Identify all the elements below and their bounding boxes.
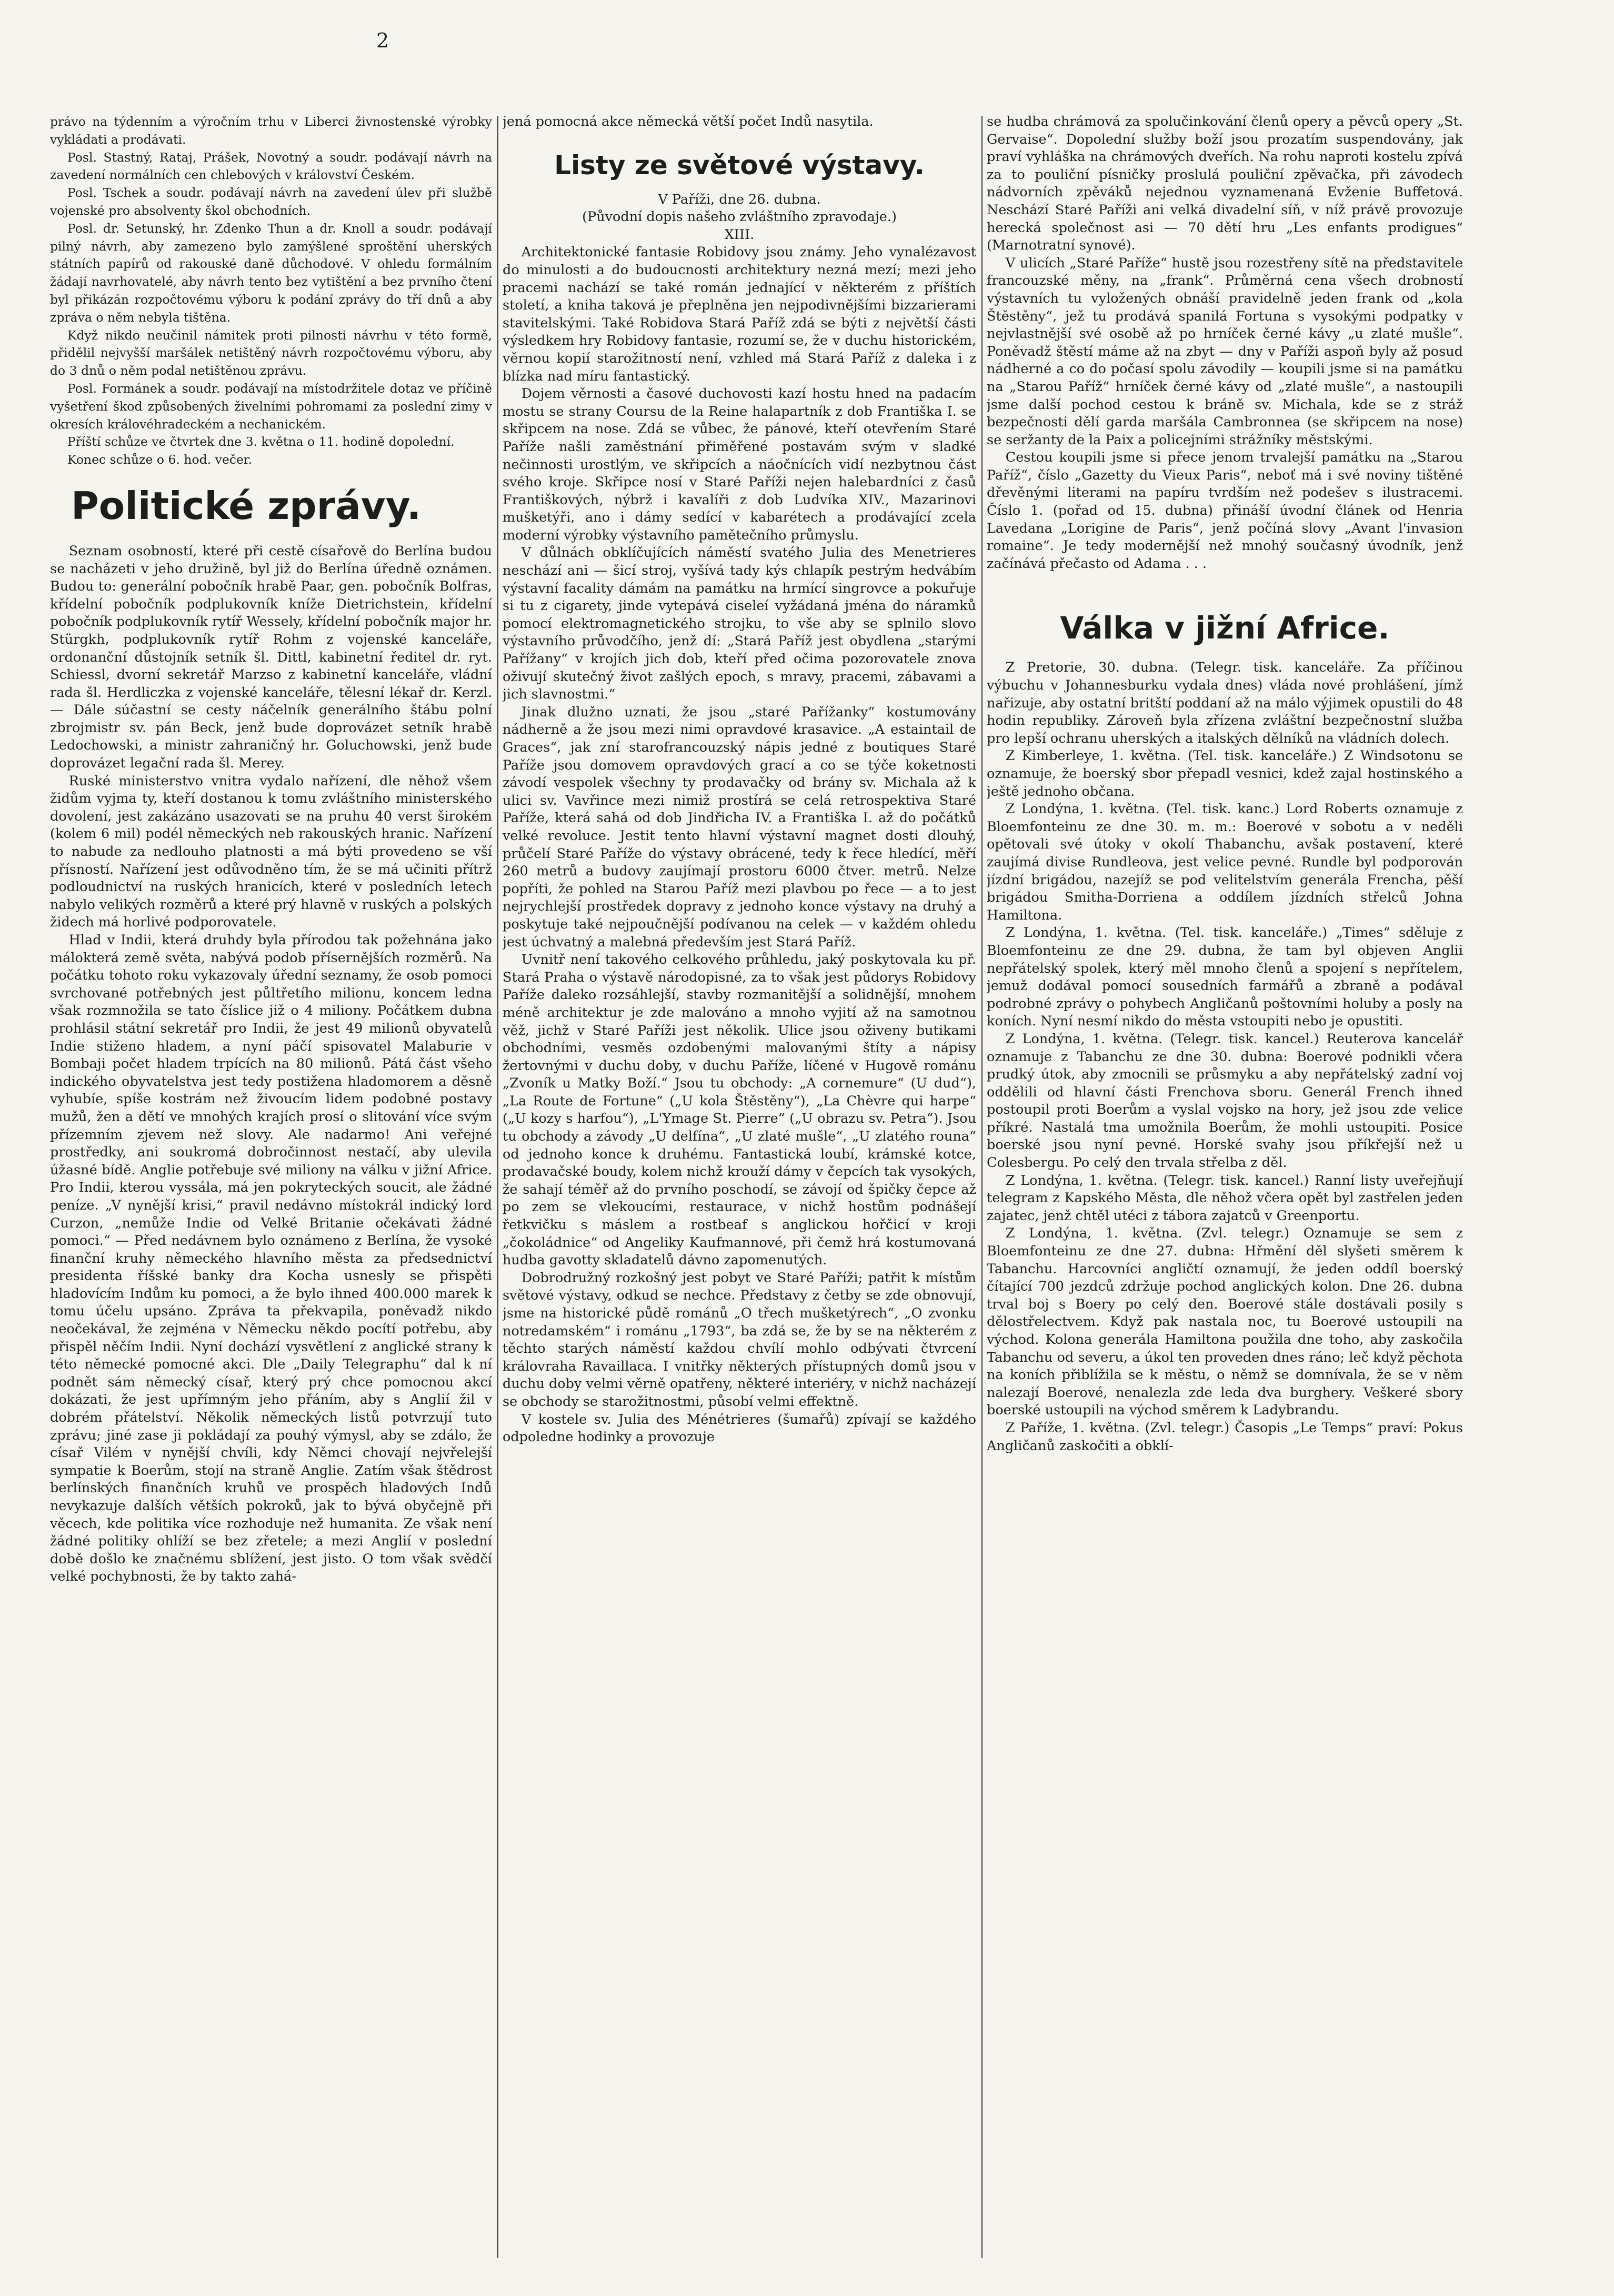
section-heading-war: Válka v jižní Africe. — [1060, 610, 1390, 646]
paragraph: Z Paříže, 1. května. (Zvl. telegr.) Časopis „Le Temps“ praví: Pokus Angličanů zaskočiti a obklí- — [987, 1420, 1463, 1454]
paragraph: V ulicích „Staré Paříže“ hustě jsou rozestřeny sítě na představitele francouzské měny, na „frank“. Průměrná cena všech drobností výstavních tu vyložených obnáší pravidelně jeden frank od „kola Štěstěny“, jež tu prodává spanilá Fortuna s vysokými podpatky v nejvlastnější své osobě až po hrníček černé kávy „u zlaté mušle“. Poněvadž štěstí máme až na zbyt — dny v Paříži aspoň byly až posud nádherné a co do počasí spolu závodily — koupili jsme si na památku na „Starou Paříž“ hrníček černé kávy od „zlaté mušle“, a nastoupili jsme další pochod cestou k bráně sv. Michala, kde se z stráž bezpečnosti dělí garda maršála Cambronnea (se skřipcem na nose) se seržanty de la Paix a policejními strážníky městskými. — [987, 255, 1463, 448]
origin-note: (Původní dopis našeho zvláštního zpravodaje.) — [582, 209, 897, 225]
paragraph: Z Pretorie, 30. dubna. (Telegr. tisk. kanceláře. Za příčinou výbuchu v Johannesburku vydala dnes) vláda nové prohlášení, jímž nařizuje, aby ostatní britští poddaní až na málo výjimek opustili do 48 hodin republiky. Zároveň byla zřízena zvláštní bezpečnostní služba pro lepší ochranu uherských a italských dělníků na vládních dolech. — [987, 660, 1463, 746]
dateline: V Paříži, dne 26. dubna. — [658, 191, 821, 207]
paragraph: Když nikdo neučinil námitek proti pilnosti návrhu v této formě, přidělil nejvyšší maršálek netištěný návrh rozpočtovému výboru, aby do 3 dnů o něm podal netištěnou zprávu. — [50, 327, 492, 378]
paragraph: Z Londýna, 1. května. (Tel. tisk. kanc.) Lord Roberts oznamuje z Bloemfonteinu ze dne 30. m. m.: Boerové v sobotu a v neděli opětovali své útoky v okolí Thabanchu, avšak postavení, které zaujímá divise Rundleova, jest velice pevné. Rundle byl podporován jízdní brigádou, nazejíž se pod velitelstvím generála Frencha, pěší brigádou Smitha-Dorriena a oddílem jízdních střelců Johna Hamiltona. — [987, 801, 1463, 923]
paragraph: V kostele sv. Julia des Ménétrieres (šumařů) zpívají se každého odpoledne hodinky a provozuje — [503, 1411, 976, 1445]
paragraph: Dojem věrnosti a časové duchovosti kazí hostu hned na padacím mostu se strany Coursu de la Reine halapartník z dob Františka I. se skřipcem na nose. Zdá se vůbec, že pánové, kteří otevřením Staré Paříže našli zaměstnání přiměřené postavám svým v sladké nečinnosti urostlým, ve skřipcích a náočnících vidí nezbytnou část svého kroje. Skřipce nosí v Staré Paříži nejen halebardníci z časů Františkových, nýbrž i kavalíři z dob Ludvíka XIV., Mazarinovi mušketýři, ano i dámy sedící v kabarétech a prodávající zcela moderní výrobky výstavního pamětečního průmyslu. — [503, 386, 976, 543]
section-heading-exhibition: Listy ze světové výstavy. — [554, 149, 925, 181]
paragraph: Posl. Formánek a soudr. podávají na místodržitele dotaz ve příčině vyšetření škod způsobených živelními pohromami za poslední zimy v okresích královéhradeckém a nechanickém. — [50, 381, 492, 432]
top-page-mark: 2 — [376, 29, 389, 52]
paragraph: Architektonické fantasie Robidovy jsou známy. Jeho vynalézavost do minulosti a do budoucnosti architektury nezná mezí; mezi jeho pracemi nachází se také román jednající v některém z příštích století, a kniha taková je přeplněna jen nejpodivnějšími bizzarierami stavitelskými. Také Robidova Stará Paříž zdá se býti z největší části výsledkem hry Robidovy fantasie, rozumí se, že v duchu historickém, věrnou kopií starožitností není, vzhled má Stará Paříž z daleka i z blízka nad míru fantastický. — [503, 244, 976, 384]
paragraph: Jinak dlužno uznati, že jsou „staré Pařížanky“ kostumovány nádherně a že jsou mezi nimi opravdové krasavice. „A estaintail de Graces“, jak zní starofrancouzský nápis jedné z boutiques Staré Paříže jsou domovem opravdových grací a co se týče koketnosti závodí vespolek všechny ty prodavačky od brány sv. Michala až k ulici sv. Vavřince mezi nimiž prostírá se celá retrospektiva Staré Paříže, která sahá od dob Jindřicha IV. a Františka I. až do počátků velké revoluce. Jestit tento hlavní výstavní magnet dosti dlouhý, průčelí Staré Paříže do výstavy obrácené, tedy k řece hledící, měří 260 metrů a budovy zaujímají prostoru 6000 čtver. metrů. Nelze popříti, že pohled na Starou Paříž mezi plavbou po řece — a to jest nejrychlejší prostředek dopravy z jednoho konce výstavy na druhý a poskytuje také nejpoučnější podívanou na celek — v každém ohledu jest úchvatný a malebná především jest Stará Paříž. — [503, 704, 976, 950]
paragraph: Hlad v Indii, která druhdy byla přírodou tak požehnána jako málokterá země světa, nabývá podob přísernějších rozměrů. Na počátku tohoto roku vykazovaly úřední seznamy, že osob pomoci svrchované potřebných jest půltřetího milionu, koncem ledna však rozmnožila se tato číslice již o 4 miliony. Počátkem dubna prohlásil státní sekretář pro Indii, že jest 49 milionů obyvatelů Indie stiženo hladem, a nyní páčí spisovatel Malaburie v Bombaji počet hladem trpících na 80 milionů. Pátá část všeho indického obyvatelstva jest tedy postižena hladomorem a děsně vyhubíe, spíše kostrám než živoucím lidem podobné postavy mužů, žen a dětí ve mnohých krajích prosí o slitování více svým přízemním zjevem než slovy. Ale nadarmo! Ani veřejné prostředky, ani soukromá dobročinnost nestačí, aby ulevila úžasné bídě. Anglie potřebuje své miliony na válku v jižní Africe. Pro Indii, kterou vyssála, má jen pokryteckých soucit, ale žádné peníze. „V nynější krisi,“ pravil nedávno místokrál indický lord Curzon, „nemůže Indie od Velké Britanie očekávati žádné pomoci.“ — Před nedávnem bylo oznámeno z Berlína, že vysoké finanční kruhy německého hlavního města za předsednictví presidenta říšské banky dra Kocha usnesly se přispěti hladovícím Indům ku pomoci, a že bylo ihned 400.000 marek k tomu účelu upsáno. Zpráva ta překvapila, poněvadž nikdo neočekával, že zejména v Německu někdo pocítí potřebu, aby přispěl něčím Indii. Nyní dochází vysvětlení z anglické strany k této německé pomocné akci. Dle „Daily Telegraphu“ dal k ní podnět sám německý císař, který prý chce pomocnou akcí dokázati, že jest upřímným jeho přáním, aby s Anglií žil v dobrém přátelství. Několik německých listů potvrzují tuto zprávu; jiné zase ji pokládají za pouhý výmysl, aby se zdálo, že císař Vilém v nynější chvíli, kdy Němci chovají nejvřelejší sympatie k Boerům, stojí na straně Anglie. Zatím však štědrost berlínských finančních kruhů ve prospěch hladových Indů nevykazuje dalších větších pokroků, jak to bývá obyčejně při věcech, kde politika více rozhoduje než humanita. Ze však není žádné politiky ohlíží se bez zřetele; a mezi Anglií v poslední době došlo ke značnému sblížení, jest jisto. O tom však svědčí velké pochybnosti, že by takto zahá- — [50, 932, 492, 1585]
paragraph: Dobrodružný rozkošný jest pobyt ve Staré Paříži; patřit k místům světové výstavy, odkud se nechce. Představy z četby se zde obnovují, jsme na historické půdě románů „O třech mušketýrech“, „O zvonku notredamském“ i románu „1793“, ba zdá se, že by se na některém z těchto starých náměstí každou chvílí mohlo odbývati čtvrcení královraha Ravaillaca. I vnitřky některých přístupných domů jsou v duchu doby velmi věrně opatřeny, některé interiéry, v nichž nacházejí se obchody se starožitnostmi, působí velmi effektně. — [503, 1270, 976, 1410]
paragraph: V důlnách obklíčujících náměstí svatého Julia des Menetrieres neschází ani — šicí stroj, vyšívá tady kýs chlapík pestrým hedvábím výstavní facality dámám na památku na hrmící singrovce a pokuřuje si tu z cigarety, jinde vytepává ciseleí vyžádaná jména do náramků pomocí elektromagnetického strojku, to vše aby se splnilo slovo výstavního průvodčího, jenž dí: „Stará Paříž jest obydlena „starými Pařížany“ v krojích jich dob, kteří před očima pozorovatele znova oživují skutečný život zašlých epoch, s mravy, pracemi, zábavami a jich slavnostmi.“ — [503, 545, 976, 703]
column-rule-left — [497, 116, 498, 2258]
article-number: XIII. — [724, 226, 755, 243]
paragraph: Posl. Stastný, Rataj, Prášek, Novotný a soudr. podávají návrh na zavedení normálních cen chlebových v království Českém. — [50, 149, 492, 183]
paragraph: Posl. Tschek a soudr. podávají návrh na zavedení úlev při službě vojenské pro absolventy škol obchodních. — [50, 185, 492, 218]
paragraph: se hudba chrámová za spolučinkování členů opery a pěvců opery „St. Gervaise“. Dopolední služby boží jsou prozatím suspendovány, jak praví vyhláška na chrámových dveřích. Na rohu naproti kostelu zpívá za to pouliční písničky proslulá pouliční zpěvačka, při závodech nádvorních zpěváků nejednou vyznamenaná Evženie Buffetová. Neschází Staré Paříži ani velká divadelní síň, v níž právě provozuje herecká společnost asi — 70 dětí hru „Les enfants prodigues“ (Marnotratní synové). — [987, 114, 1463, 254]
paragraph: Z Kimberleye, 1. května. (Tel. tisk. kanceláře.) Z Windsotonu se oznamuje, že boerský sbor přepadl vesnici, kdež zajal hostinského a ještě jednoho občana. — [987, 748, 1463, 800]
parliament-report — [50, 113, 492, 469]
paragraph: Z Londýna, 1. května. (Tel. tisk. kanceláře.) „Times“ sděluje z Bloemfonteinu ze dne 29. dubna, že tam byl objeven Anglii nepřátelský spolek, který měl mnoho členů a spojení s nepřítelem, jemuž dodával pomocí sousedních farmářů a zbraně a podával podrobné zprávy o pohybech Angličanů poštovními holuby a posly na koních. Nyní nesmí nikdo do města vstoupiti nebo je opustiti. — [987, 925, 1463, 1030]
column-rule-right — [981, 116, 983, 2258]
section-heading-politics: Politické zprávy. — [71, 483, 422, 528]
paragraph: Seznam osobností, které při cestě císařově do Berlína budou se nacházeti v jeho družině, byl již do Berlína úředně oznámen. Budou to: generální pobočník hrabě Paar, gen. pobočník Bolfras, křídelní pobočník podplukovník kníže Dietrichstein, křídelní pobočník podplukovník rytíř Wessely, křídelní pobočník major hr. Stürgkh, podplukovník rytíř Rohm z vojenské kanceláře, ordonanční důstojník setník šl. Dittl, kabinetní ředitel dr. ryt. Schiessl, dvorní sekretář Marzso z kabinetní kanceláře, vládní rada šl. Herdliczka z vojenské kanceláře, tělesní lékař dr. Kerzl. — Dále súčastní se cesty náčelník generálního štábu polní zbrojmistr sv. pán Beck, jenž bude doprovázet setník hrabě Ledochowski, a ministr zahraničný hr. Goluchowski, jenž bude doprovázet legační rada šl. Merey. — [50, 543, 492, 772]
column-right — [987, 113, 1463, 2279]
paragraph: Z Londýna, 1. května. (Telegr. tisk. kancel.) Ranní listy uveřejňují telegram z Kapského Města, dle něhož včera opět byl zastřelen jeden zajatec, jenž chtěl utéci z tábora zajatců v Greenportu. — [987, 1172, 1463, 1224]
paragraph: Uvnitř není takového celkového průhledu, jaký poskytovala ku př. Stará Praha o výstavě národopisné, za to však jest půdorys Robidovy Paříže daleko rozsáhlejší, stavby rozmanitější a solidnější, mnohem méně architektur je zde malováno a mnoho vyjití až na samotnou věž, jichž v Staré Paříži jest několik. Ulice jsou oživeny butikami obchodními, vesměs ozdobenými malovanými štíty a nápisy žertovnými v duchu doby, v duchu Paříže, líčené v Hugově románu „Zvoník u Matky Boží.“ Jsou tu obchody: „A cornemure“ (U dud“), „La Route de Fortune“ („U kola Štěstěny“), „La Chèvre qui harpe“ („U kozy s harfou“), „L'Ymage St. Pierre“ („U obrazu sv. Petra“). Jsou tu obchody a závody „U delfína“, „U zlaté mušle“, „U zlatého rouna“ od jednoho konce k druhému. Fantastická loubí, krámské kotce, prodavačské boudy, kolem nichž krouží dámy v čepcích tak vysokých, že sahají téměř až do prvního poschodí, se závojí od špičky čepce až po zem se vlekoucími, restaurace, v nichž hostům podnášejí řetkvičku s máslem a rostbeaf s anglickou hořčicí v kroji „čokoládnice“ od Angeliky Kaufmannové, při čemž hrá kostumovaná hudba gavotty skladatelů dávno zapomenutých. — [503, 952, 976, 1269]
paragraph: Posl. dr. Setunský, hr. Zdenko Thun a dr. Knoll a soudr. podávají pilný návrh, aby zamezeno bylo zamýšlené sproštění uherských státních papírů od rakouské daně důchodové. V ohledu formálním žádají navrhovatelé, aby návrh tento bez vytištění a bez prvního čtení byl přikázán rozpočtovému výboru k podání zprávy do tří dnů a aby zpráva o něm nebyla tištěna. — [50, 221, 492, 325]
paragraph: Z Londýna, 1. května. (Zvl. telegr.) Oznamuje se sem z Bloemfonteinu ze dne 27. dubna: Hřmění děl slyšeti směrem k Tabanchu. Harcovníci angličtí oznamují, že jeden oddíl boerský čítající 700 jezdců zdržuje pochod anglických kolon. Dne 26. dubna trval boj s Boery po celý den. Boerové stále dostávali posily s dělostřelectvem. Když pak nastala noc, tu Boerové ustoupili na východ. Kolona generála Hamiltona použila dne toho, aby zaskočila Tabanchu od severu, a úkol ten proveden dnes ráno; leč když pěchota na koních přiblížila se k městu, o němž se domnívala, že se v něm nalezají Boerové, nenalezla zde leda dva burghery. Veškeré sbory boerské ustoupili na východ směrem k Ladybrandu. — [987, 1225, 1463, 1419]
paragraph: Konec schůze o 6. hod. večer. — [67, 452, 253, 467]
paragraph: Ruské ministerstvo vnitra vydalo nařízení, dle něhož všem židům vyjma ty, kteří dostanou k tomu zvláštního ministerského dovolení, jest zakázáno usazovati se na pruhu 40 verst širokém (kolem 6 mil) podél německých neb rakouských hranic. Nařízení to nabude za nedlouho platnosti a má býti provedeno se vší přísností. Nařízení jest odůvodněno tím, že se má učiniti přítrž podloudnictví na ruských hranicích, které v posledních letech nabylo velikých rozměrů a které prý hlavně v ruských a polských židech má horlivé podporovatele. — [50, 773, 492, 931]
paragraph: Příští schůze ve čtvrtek dne 3. května o 11. hodině dopolední. — [67, 434, 455, 450]
paragraph: Cestou koupili jsme si přece jenom trvalejší památku na „Starou Paříž“, číslo „Gazetty du Vieux Paris“, neboť má i své noviny tištěné dřevěnými literami na papíru tvrdším než podešev s ilustracemi. Číslo 1. (pořad od 15. dubna) přináší úvodní článek od Henria Lavedana „Lorigine de Paris“, jenž počíná slovy „Avant l'invasion romaine“. Je tedy modernější než mnohý současný úvodník, jenž začínává přečasto od Adama . . . — [987, 450, 1463, 572]
paragraph: Z Londýna, 1. května. (Telegr. tisk. kancel.) Reuterova kancelář oznamuje z Tabanchu ze dne 30. dubna: Boerové podnikli včera prudký útok, aby zmocnili se průsmyku a aby nepřátelský zadní voj oddělili od hlavní části Frenchova sboru. Generál French ihned postoupil proti Boerům a vyslal vojsko na hory, jež jsou zde velice příkré. Nastalá tma umožnila Boerům, že mohli ustoupiti. Posice boerské jsou nyní pevné. Horské svahy jsou příkřejší než u Colesbergu. Po celý den trvala střelba z děl. — [987, 1031, 1463, 1171]
column-left — [50, 113, 492, 2279]
column-middle — [503, 113, 976, 2279]
paragraph: právo na týdenním a výročním trhu v Liberci živnostenské výrobky vykládati a prodávati. — [50, 114, 492, 147]
paragraph: jená pomocná akce německá větší počet Indů nasytila. — [503, 114, 874, 129]
